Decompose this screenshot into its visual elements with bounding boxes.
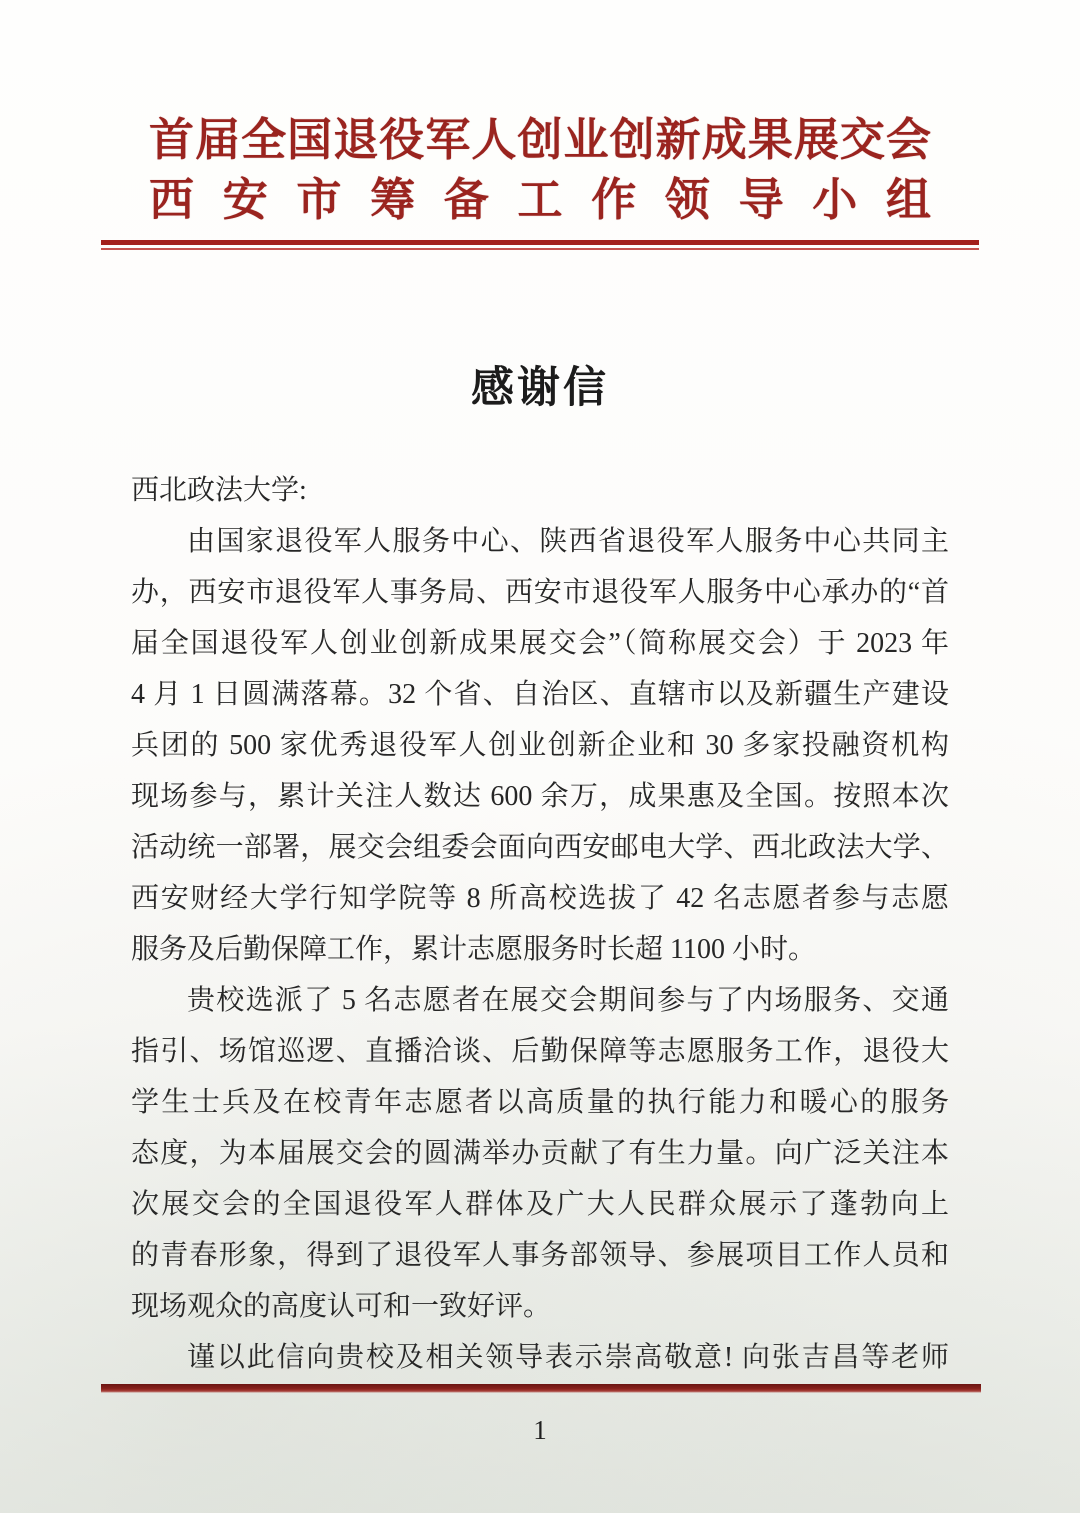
letter-body — [131, 465, 949, 1383]
footer-rule — [101, 1384, 981, 1393]
letter-line: 办，西安市退役军人事务局、西安市退役军人服务中心承办的“首 — [131, 577, 949, 608]
letter-line: 届全国退役军人创业创新成果展交会”（简称展交会）于 2023 年 — [131, 628, 949, 659]
letter-line: 学生士兵及在校青年志愿者以高质量的执行能力和暖心的服务 — [131, 1087, 949, 1118]
letter-line: 的青春形象，得到了退役军人事务部领导、参展项目工作人员和 — [131, 1240, 949, 1271]
letterhead-org-line-1: 首届全国退役军人创业创新成果展交会 — [149, 115, 931, 165]
page-number: 1 — [533, 1415, 547, 1445]
letter-line: 现场参与，累计关注人数达 600 余万，成果惠及全国。按照本次 — [131, 781, 949, 812]
letterhead-org-line-2: 西安市筹备工作领导小组 — [149, 175, 931, 225]
letter-line: 现场观众的高度认可和一致好评。 — [131, 1291, 552, 1322]
letter-line: 西北政法大学: — [131, 475, 307, 506]
letter-line: 次展交会的全国退役军人群体及广大人民群众展示了蓬勃向上 — [131, 1189, 949, 1220]
letterhead — [149, 0, 931, 228]
document-title: 感谢信 — [471, 365, 609, 412]
letter-line: 谨以此信向贵校及相关领导表示崇高敬意! 向张吉昌等老师 — [187, 1342, 949, 1373]
letter-line: 指引、场馆巡逻、直播洽谈、后勤保障等志愿服务工作，退役大 — [131, 1036, 949, 1067]
letter-line: 西安财经大学行知学院等 8 所高校选拔了 42 名志愿者参与志愿 — [131, 883, 949, 914]
letter-line: 由国家退役军人服务中心、陕西省退役军人服务中心共同主 — [187, 526, 949, 557]
letter-line: 4 月 1 日圆满落幕。32 个省、自治区、直辖市以及新疆生产建设 — [131, 679, 949, 710]
letter-line: 活动统一部署，展交会组委会面向西安邮电大学、西北政法大学、 — [131, 832, 949, 863]
letterhead-double-rule — [101, 240, 979, 251]
letter-line: 态度，为本届展交会的圆满举办贡献了有生力量。向广泛关注本 — [131, 1138, 949, 1169]
letter-line: 贵校选派了 5 名志愿者在展交会期间参与了内场服务、交通 — [187, 985, 949, 1016]
letter-line: 服务及后勤保障工作，累计志愿服务时长超 1100 小时。 — [131, 934, 816, 965]
letter-line: 兵团的 500 家优秀退役军人创业创新企业和 30 多家投融资机构 — [131, 730, 949, 761]
